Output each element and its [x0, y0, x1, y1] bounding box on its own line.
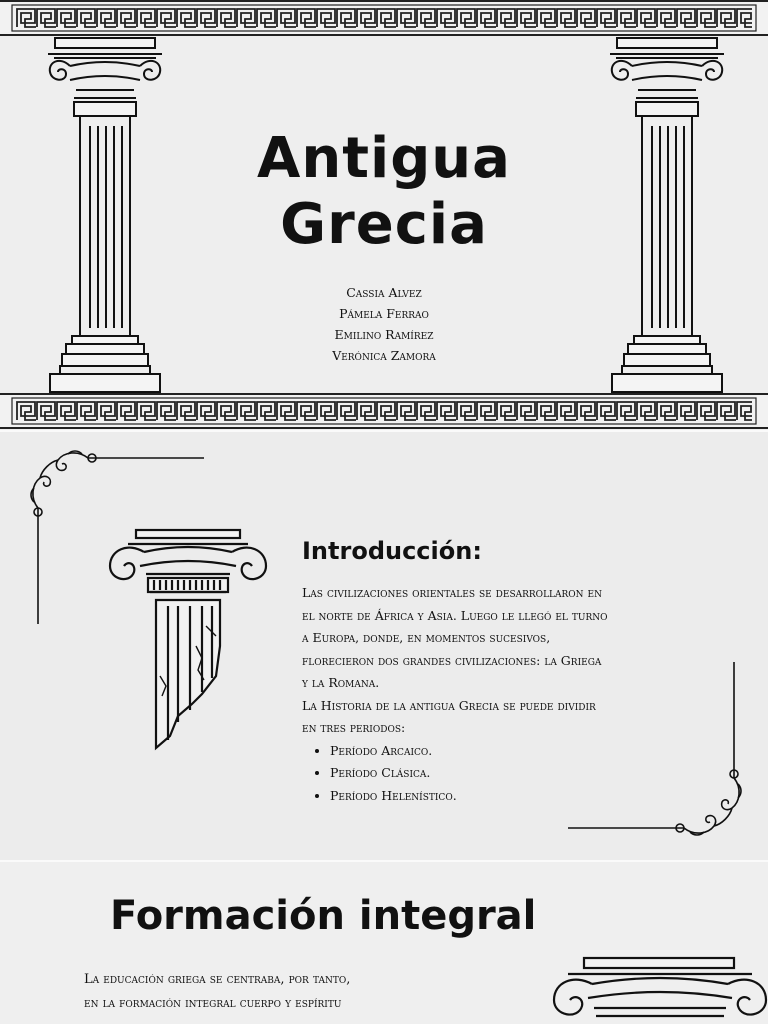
period-list: [302, 740, 682, 808]
slide-title: [200, 126, 568, 258]
title-line-2: Grecia: [280, 192, 488, 257]
period-item: • Período Clásica.: [330, 762, 682, 785]
author-name: Verónica Zamora: [332, 348, 436, 363]
formation-body: [84, 968, 504, 1016]
author-name: Pámela Ferrao: [339, 306, 429, 321]
period-item: • Período Helenístico.: [330, 785, 682, 808]
intro-line: el norte de África y Asia. Luego le llegó el turno: [302, 607, 608, 623]
intro-heading: Introducción:: [302, 537, 482, 565]
intro-body: [302, 582, 682, 807]
capital-ionic-column-icon: [548, 954, 768, 1024]
intro-slide: [0, 432, 768, 862]
intro-line: a Europa, donde, en momentos sucesivos,: [302, 630, 551, 645]
author-name: Cassia Alvez: [346, 285, 422, 300]
formation-line: La educación griega se centraba, por tanto,: [84, 972, 351, 987]
title-line-1: Antigua: [257, 126, 511, 191]
intro-line: y la Romana.: [302, 675, 380, 690]
right-ionic-column-icon: [602, 36, 732, 394]
intro-line: en tres periodos:: [302, 720, 406, 735]
intro-line: La Historia de la antigua Grecia se puede dividir: [302, 697, 596, 713]
intro-line: Las civilizaciones orientales se desarrollaron en: [302, 585, 602, 600]
left-ionic-column-icon: [40, 36, 170, 394]
broken-column-icon: [106, 526, 270, 756]
intro-line: florecieron dos grandes civilizaciones: la Griega: [302, 652, 602, 668]
author-name: Emilino Ramírez: [334, 327, 434, 342]
top-greek-key-border-icon: [0, 0, 768, 36]
bottom-greek-key-border-icon: [0, 393, 768, 429]
period-item: • Período Arcaico.: [330, 740, 682, 763]
formation-line: en la formación integral cuerpo y espíritu: [84, 996, 342, 1011]
formation-slide: [0, 862, 768, 1024]
formation-heading: Formación integral: [110, 893, 537, 939]
title-slide: [0, 0, 768, 432]
author-list: [250, 282, 518, 366]
